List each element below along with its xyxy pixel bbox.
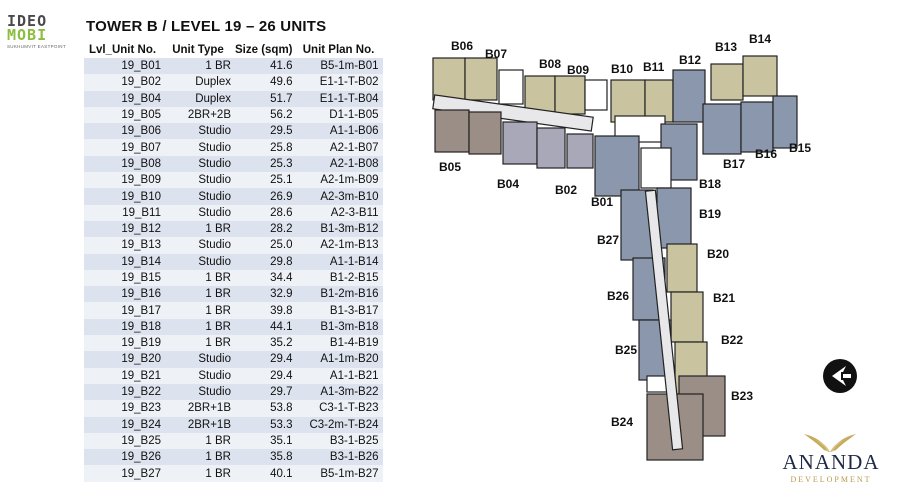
unit-label-b23: B23 bbox=[731, 389, 754, 403]
unit-label-b20: B20 bbox=[707, 247, 730, 261]
cell-size: 51.7 bbox=[235, 91, 299, 107]
brand-sub: DEVELOPMENT bbox=[790, 475, 872, 484]
unit-block-b04 bbox=[503, 122, 537, 164]
cell-unit-type: Studio bbox=[165, 156, 235, 172]
cell-size: 49.6 bbox=[235, 74, 299, 90]
cell-unit-type: Studio bbox=[165, 368, 235, 384]
unit-label-b26: B26 bbox=[607, 289, 630, 303]
cell-unit-no: 19_B16 bbox=[84, 286, 165, 302]
cell-plan-no: B5-1m-B01 bbox=[299, 58, 383, 74]
table-row bbox=[84, 221, 383, 237]
brand-name: ANANDA bbox=[782, 450, 880, 474]
cell-size: 25.8 bbox=[235, 139, 299, 155]
table-row bbox=[84, 188, 383, 204]
cell-size: 29.7 bbox=[235, 384, 299, 400]
cell-size: 34.4 bbox=[235, 270, 299, 286]
cell-unit-type: 2BR+2B bbox=[165, 107, 235, 123]
cell-unit-no: 19_B21 bbox=[84, 368, 165, 384]
cell-plan-no: D1-1-B05 bbox=[299, 107, 383, 123]
table-row bbox=[84, 139, 383, 155]
table-row bbox=[84, 205, 383, 221]
table-row bbox=[84, 58, 383, 74]
cell-size: 53.8 bbox=[235, 400, 299, 416]
unit-block-b21 bbox=[671, 292, 703, 342]
cell-unit-no: 19_B27 bbox=[84, 465, 165, 481]
unit-block-b02 bbox=[567, 134, 593, 168]
cell-plan-no: A2-1m-B09 bbox=[299, 172, 383, 188]
cell-size: 35.8 bbox=[235, 449, 299, 465]
cell-size: 28.6 bbox=[235, 205, 299, 221]
table-row bbox=[84, 368, 383, 384]
cell-unit-type: 1 BR bbox=[165, 221, 235, 237]
logo-line2: MOBI bbox=[7, 26, 48, 44]
unit-label-b16: B16 bbox=[755, 147, 778, 161]
logo-line1: IDEO bbox=[7, 12, 48, 30]
unit-label-b17: B17 bbox=[723, 157, 746, 171]
unit-block-b14 bbox=[743, 56, 777, 96]
core-block-mid bbox=[585, 80, 607, 110]
logo-line3: SUKHUMVIT EASTPOINT bbox=[7, 44, 66, 49]
unit-label-b24: B24 bbox=[611, 415, 634, 429]
cell-size: 29.8 bbox=[235, 254, 299, 270]
cell-unit-no: 19_B11 bbox=[84, 205, 165, 221]
table-row bbox=[84, 400, 383, 416]
cell-plan-no: A2-3-B11 bbox=[299, 205, 383, 221]
core-block-left bbox=[499, 70, 523, 104]
cell-size: 25.1 bbox=[235, 172, 299, 188]
cell-plan-no: A1-1-B06 bbox=[299, 123, 383, 139]
cell-unit-type: Studio bbox=[165, 351, 235, 367]
table-row bbox=[84, 270, 383, 286]
cell-unit-no: 19_B02 bbox=[84, 74, 165, 90]
cell-unit-type: 1 BR bbox=[165, 270, 235, 286]
unit-label-b11: B11 bbox=[643, 60, 665, 74]
table-row bbox=[84, 335, 383, 351]
unit-label-b22: B22 bbox=[721, 333, 744, 347]
cell-unit-no: 19_B07 bbox=[84, 139, 165, 155]
cell-unit-type: Studio bbox=[165, 237, 235, 253]
cell-size: 28.2 bbox=[235, 221, 299, 237]
unit-block-b12 bbox=[673, 70, 705, 122]
table-row bbox=[84, 91, 383, 107]
unit-label-b10: B10 bbox=[611, 62, 634, 76]
cell-size: 41.6 bbox=[235, 58, 299, 74]
table-row bbox=[84, 286, 383, 302]
cell-plan-no: A2-1-B08 bbox=[299, 156, 383, 172]
unit-label-b09: B09 bbox=[567, 63, 590, 77]
unit-label-b27: B27 bbox=[597, 233, 620, 247]
table-row bbox=[84, 74, 383, 90]
cell-unit-no: 19_B10 bbox=[84, 188, 165, 204]
table-header-row bbox=[84, 42, 383, 58]
cell-unit-type: Studio bbox=[165, 172, 235, 188]
table-row bbox=[84, 254, 383, 270]
cell-plan-no: B1-2-B15 bbox=[299, 270, 383, 286]
cell-size: 29.5 bbox=[235, 123, 299, 139]
unit-label-b13: B13 bbox=[715, 40, 738, 54]
cell-unit-type: 1 BR bbox=[165, 465, 235, 481]
cell-unit-no: 19_B22 bbox=[84, 384, 165, 400]
cell-unit-type: Studio bbox=[165, 188, 235, 204]
unit-label-b18: B18 bbox=[699, 177, 722, 191]
cell-unit-type: Duplex bbox=[165, 74, 235, 90]
cell-size: 56.2 bbox=[235, 107, 299, 123]
unit-label-b19: B19 bbox=[699, 207, 722, 221]
table-row bbox=[84, 319, 383, 335]
cell-plan-no: C3-1-T-B23 bbox=[299, 400, 383, 416]
cell-plan-no: A2-1m-B13 bbox=[299, 237, 383, 253]
cell-unit-no: 19_B20 bbox=[84, 351, 165, 367]
cell-unit-no: 19_B25 bbox=[84, 433, 165, 449]
table-row bbox=[84, 433, 383, 449]
unit-block-b19 bbox=[657, 188, 691, 248]
unit-label-b07: B07 bbox=[485, 47, 508, 61]
cell-size: 35.1 bbox=[235, 433, 299, 449]
table-row bbox=[84, 351, 383, 367]
unit-label-b25: B25 bbox=[615, 343, 638, 357]
cell-plan-no: A1-1m-B20 bbox=[299, 351, 383, 367]
cell-unit-type: 1 BR bbox=[165, 319, 235, 335]
unit-label-b12: B12 bbox=[679, 53, 702, 67]
cell-size: 40.1 bbox=[235, 465, 299, 481]
cell-plan-no: C3-2m-T-B24 bbox=[299, 417, 383, 433]
unit-label-b06: B06 bbox=[451, 39, 474, 53]
cell-unit-no: 19_B18 bbox=[84, 319, 165, 335]
cell-size: 25.0 bbox=[235, 237, 299, 253]
unit-block-b17 bbox=[703, 104, 741, 154]
cell-unit-type: 2BR+1B bbox=[165, 400, 235, 416]
table-row bbox=[84, 237, 383, 253]
table-row bbox=[84, 449, 383, 465]
unit-label-b05: B05 bbox=[439, 160, 462, 174]
cell-size: 53.3 bbox=[235, 417, 299, 433]
cell-unit-type: Studio bbox=[165, 205, 235, 221]
cell-plan-no: A1-1-B14 bbox=[299, 254, 383, 270]
cell-unit-no: 19_B01 bbox=[84, 58, 165, 74]
cell-unit-type: 1 BR bbox=[165, 335, 235, 351]
cell-unit-no: 19_B13 bbox=[84, 237, 165, 253]
cell-plan-no: A1-3m-B22 bbox=[299, 384, 383, 400]
unit-block-b16 bbox=[741, 102, 773, 152]
table-row bbox=[84, 123, 383, 139]
cell-plan-no: E1-1-T-B02 bbox=[299, 74, 383, 90]
cell-unit-no: 19_B23 bbox=[84, 400, 165, 416]
cell-plan-no: B1-4-B19 bbox=[299, 335, 383, 351]
unit-block-b13 bbox=[711, 64, 743, 100]
cell-plan-no: A2-3m-B10 bbox=[299, 188, 383, 204]
cell-unit-type: 1 BR bbox=[165, 286, 235, 302]
north-arrow-icon bbox=[822, 358, 858, 394]
unit-label-b15: B15 bbox=[789, 141, 812, 155]
cell-unit-type: 1 BR bbox=[165, 302, 235, 318]
cell-plan-no: B5-1m-B27 bbox=[299, 465, 383, 481]
table-row bbox=[84, 107, 383, 123]
unit-block-b04b bbox=[537, 128, 565, 168]
table-row bbox=[84, 156, 383, 172]
cell-unit-type: Studio bbox=[165, 139, 235, 155]
cell-unit-no: 19_B15 bbox=[84, 270, 165, 286]
cell-unit-no: 19_B04 bbox=[84, 91, 165, 107]
unit-label-b02: B02 bbox=[555, 183, 578, 197]
cell-unit-no: 19_B09 bbox=[84, 172, 165, 188]
cell-unit-type: 1 BR bbox=[165, 449, 235, 465]
cell-unit-no: 19_B06 bbox=[84, 123, 165, 139]
cell-unit-no: 19_B26 bbox=[84, 449, 165, 465]
cell-size: 32.9 bbox=[235, 286, 299, 302]
table-row bbox=[84, 384, 383, 400]
ideo-mobi-logo bbox=[7, 14, 65, 64]
unit-block-b06 bbox=[433, 58, 465, 100]
cell-plan-no: B3-1-B26 bbox=[299, 449, 383, 465]
column-header-unit-type: Unit Type bbox=[165, 42, 235, 58]
cell-unit-no: 19_B19 bbox=[84, 335, 165, 351]
unit-block-b06b bbox=[465, 58, 497, 100]
cell-plan-no: B1-3m-B12 bbox=[299, 221, 383, 237]
cell-plan-no: A1-1-B21 bbox=[299, 368, 383, 384]
column-header-plan-no: Unit Plan No. bbox=[299, 42, 383, 58]
cell-plan-no: B1-3-B17 bbox=[299, 302, 383, 318]
cell-unit-no: 19_B08 bbox=[84, 156, 165, 172]
cell-unit-type: 1 BR bbox=[165, 58, 235, 74]
table-row bbox=[84, 417, 383, 433]
table-row bbox=[84, 172, 383, 188]
core-junction bbox=[641, 148, 671, 188]
cell-plan-no: A2-1-B07 bbox=[299, 139, 383, 155]
unit-block-b09 bbox=[555, 76, 585, 114]
cell-size: 26.9 bbox=[235, 188, 299, 204]
cell-unit-no: 19_B14 bbox=[84, 254, 165, 270]
cell-unit-type: Studio bbox=[165, 254, 235, 270]
cell-unit-no: 19_B05 bbox=[84, 107, 165, 123]
cell-plan-no: E1-1-T-B04 bbox=[299, 91, 383, 107]
floor-plan bbox=[425, 30, 812, 500]
unit-label-b08: B08 bbox=[539, 57, 562, 71]
cell-plan-no: B3-1-B25 bbox=[299, 433, 383, 449]
unit-block-b05a bbox=[435, 110, 469, 152]
unit-label-b01: B01 bbox=[591, 195, 614, 209]
cell-size: 35.2 bbox=[235, 335, 299, 351]
cell-unit-type: 1 BR bbox=[165, 433, 235, 449]
cell-unit-no: 19_B24 bbox=[84, 417, 165, 433]
unit-label-b04: B04 bbox=[497, 177, 520, 191]
wings-icon bbox=[802, 430, 858, 454]
column-header-size: Size (sqm) bbox=[235, 42, 299, 58]
cell-plan-no: B1-2m-B16 bbox=[299, 286, 383, 302]
cell-unit-no: 19_B17 bbox=[84, 302, 165, 318]
unit-label-b14: B14 bbox=[749, 32, 772, 46]
cell-size: 44.1 bbox=[235, 319, 299, 335]
cell-unit-type: Studio bbox=[165, 123, 235, 139]
cell-unit-type: Duplex bbox=[165, 91, 235, 107]
unit-label-b21: B21 bbox=[713, 291, 736, 305]
ananda-logo bbox=[762, 430, 900, 498]
column-header-unit-no: Lvl_Unit No. bbox=[84, 42, 165, 58]
cell-size: 29.4 bbox=[235, 351, 299, 367]
cell-unit-type: 2BR+1B bbox=[165, 417, 235, 433]
cell-size: 39.8 bbox=[235, 302, 299, 318]
units-table bbox=[84, 42, 383, 482]
page-title: TOWER B / LEVEL 19 – 26 UNITS bbox=[86, 18, 327, 35]
unit-block-b01 bbox=[595, 136, 639, 196]
unit-block-b20 bbox=[667, 244, 697, 292]
cell-unit-no: 19_B12 bbox=[84, 221, 165, 237]
cell-size: 29.4 bbox=[235, 368, 299, 384]
table-row bbox=[84, 465, 383, 481]
cell-size: 25.3 bbox=[235, 156, 299, 172]
cell-unit-type: Studio bbox=[165, 384, 235, 400]
table-row bbox=[84, 302, 383, 318]
cell-plan-no: B1-3m-B18 bbox=[299, 319, 383, 335]
unit-block-b05b bbox=[469, 112, 501, 154]
